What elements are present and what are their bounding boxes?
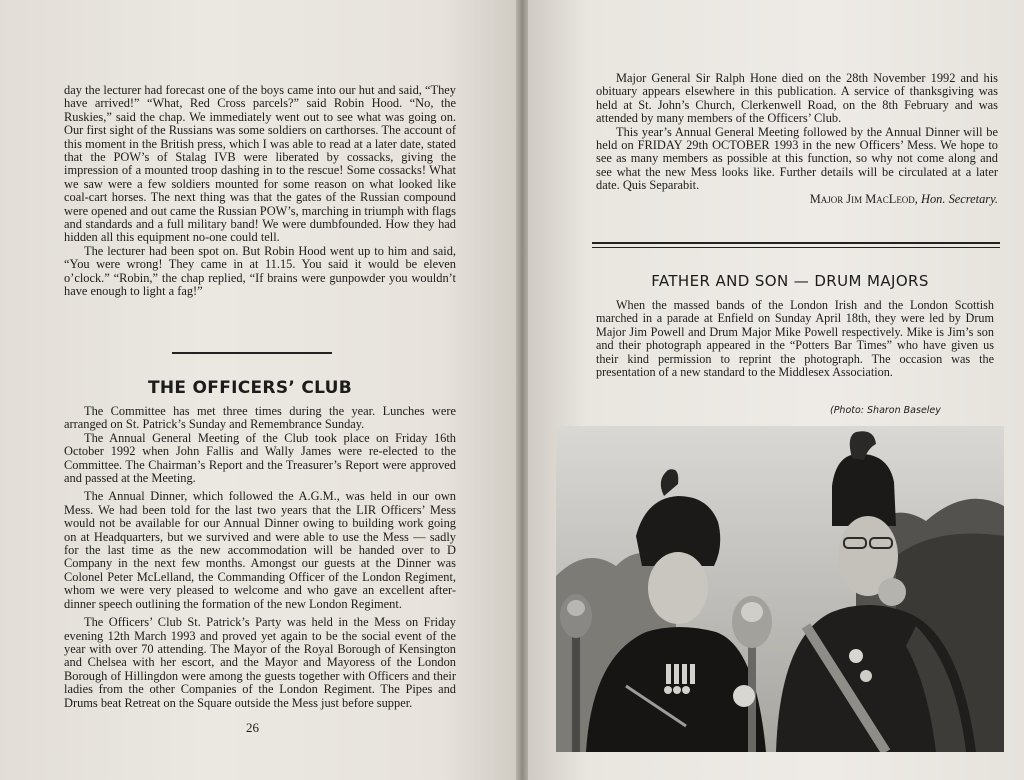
- story-paragraph: day the lecturer had forecast one of the boys came into our hut and said, “They have arrived!” “What, Red Cross parcels?” said Robin Hood. “No, the Ruskies,” said the chap. We immediately went out to see what was going on. Our first sight of the Russians was some soldiers on carthorses. The account of this moment in the British press, which I was able to read at a later date, stated that the POW’s of Stalag IVB were liberated by cossacks, giving the impression of a mounted troop dashing in to the rescue! Some cossacks! What we saw were a few soldiers mounted for some reason on what looked like coal-cart horses. The next thing was that the gates of the Russian compound were opened and out came the Russian POW’s, marching in triumph with flags and standards and a full military band! We were dumbfounded. How they had hidden all this equipment no-one could tell.: [64, 83, 456, 245]
- section-heading: THE OFFICERS’ CLUB: [147, 378, 353, 398]
- article-title: FATHER AND SON — DRUM MAJORS: [651, 272, 929, 290]
- signature-role: Hon. Secretary.: [921, 191, 998, 206]
- page-number: 26: [246, 720, 259, 735]
- double-rule-top: [592, 242, 1000, 244]
- photo-credit: (Photo: Sharon Baseley: [830, 405, 941, 416]
- article-text: [596, 299, 994, 379]
- notice-paragraph: This year’s Annual General Meeting followed by the Annual Dinner will be held on FRIDAY 29th OCTOBER 1993 in the new Officers’ Mess. We hope to see as many members as possible at this function, so why not come along and see what the new Mess looks like. Further details will be circulated at a later date. Quis Separabit.: [596, 124, 998, 193]
- section-divider: [172, 352, 332, 354]
- signature: [596, 193, 998, 206]
- story-continuation: [64, 84, 456, 299]
- officers-club-text: [64, 405, 456, 710]
- notices-text: [596, 72, 998, 206]
- signature-name: Major Jim MacLeod,: [809, 191, 918, 206]
- club-paragraph: The Annual Dinner, which followed the A.G.M., was held in our own Mess. We had been told for the last two years that the LIR Officers’ Mess would not be available for our Annual Dinner owing to building work going on at Headquarters, but we survived and were able to use the Mess — sadly for the last time as the new accommodation will be handed over to D Company in the next few months. Amongst our guests at the Dinner was Colonel Peter McLelland, the Commanding Officer of the London Regiment, whom we were very pleased to welcome and who gave an excellent after-dinner speech outlining the formation of the new London Regiment.: [64, 489, 456, 611]
- notice-paragraph: Major General Sir Ralph Hone died on the 28th November 1992 and his obituary appears elsewhere in this publication. A service of thanksgiving was held at St. John’s Church, Clerkenwell Road, on the 8th February and was attended by many members of the Officers’ Club.: [596, 71, 998, 126]
- drum-majors-photo: [556, 426, 1004, 752]
- club-paragraph: The Committee has met three times during the year. Lunches were arranged on St. Patrick’s Sunday and Remembrance Sunday.: [64, 404, 456, 432]
- club-paragraph: The Officers’ Club St. Patrick’s Party was held in the Mess on Friday evening 12th March 1993 and proved yet again to be the social event of the year with over 70 attending. The Mayor of the Royal Borough of Kensington and Chelsea with her escort, and the Mayor and Mayoress of the London Borough of Hillingdon were among the guests together with Officers and their ladies from the other Companies of the London Regiment. The Pipes and Drums beat Retreat on the Square outside the Mess just before supper.: [64, 615, 456, 710]
- story-paragraph: The lecturer had been spot on. But Robin Hood went up to him and said, “You were wrong! They came in at 11.15. You said it would be eleven o’clock.” “Robin,” the chap replied, “If brains were gunpowder you wouldn’t have enough to light a fag!”: [64, 243, 456, 299]
- double-rule-bottom: [592, 247, 1000, 248]
- article-paragraph: When the massed bands of the London Irish and the London Scottish marched in a parade at Enfield on Sunday April 18th, they were led by Drum Major Jim Powell and Drum Major Mike Powell respectively. Mike is Jim’s son and their photograph appeared in the “Potters Bar Times” who have given us their kind permission to reprint the photograph. The occasion was the presentation of a new standard to the Middlesex Association.: [596, 298, 994, 380]
- club-paragraph: The Annual General Meeting of the Club took place on Friday 16th October 1992 when John Fallis and Wally James were re-elected to the Committee. The Chairman’s Report and the Treasurer’s Report were approved and passed at the Meeting.: [64, 430, 456, 486]
